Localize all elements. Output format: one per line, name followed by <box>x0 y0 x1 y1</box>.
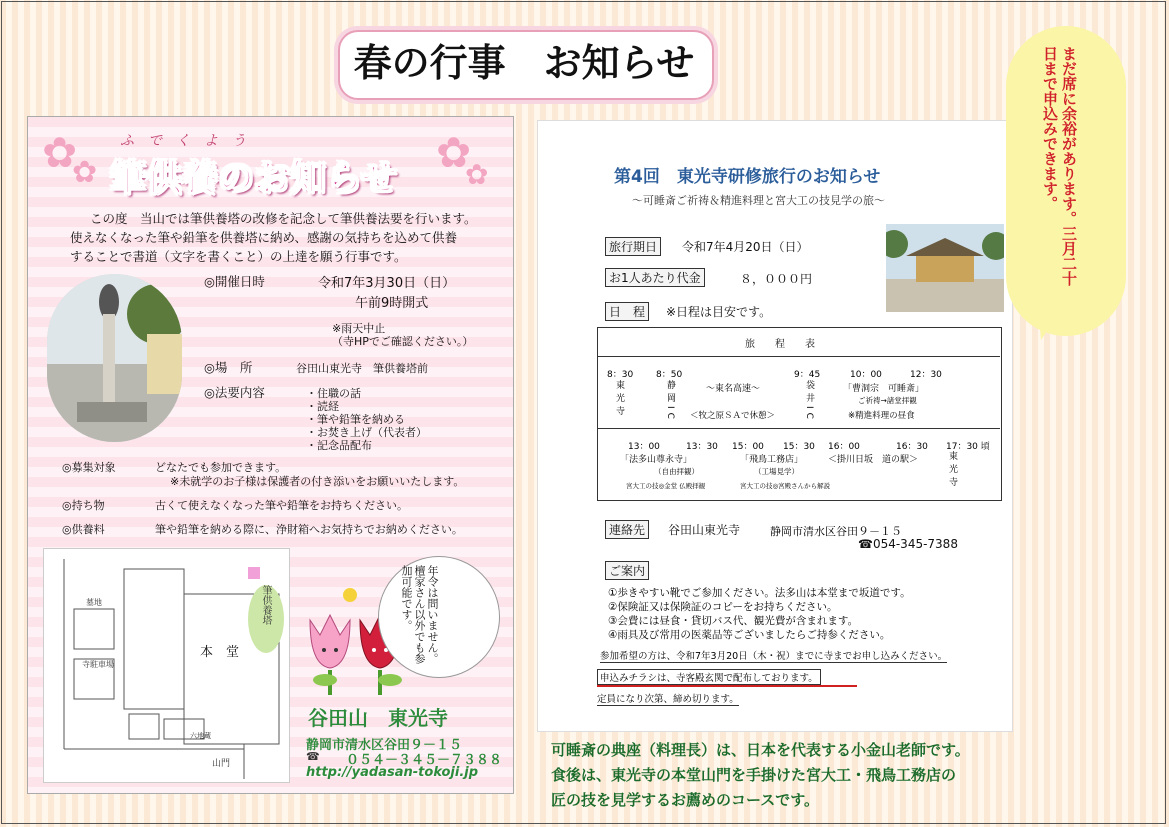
guide-item: ①歩きやすい靴でご参加ください。法多山は本堂まで坂道です。 <box>608 587 911 599</box>
apply-capacity: 定員になり次第、締め切ります。 <box>597 691 739 706</box>
guide-item: ④雨具及び常用の医薬品等ございましたらご持参ください。 <box>608 629 891 641</box>
place-label: ◎場 所 <box>204 360 253 375</box>
intro-line: この度 当山では筆供養塔の改修を記念して筆供養法要を行います。 <box>90 211 477 226</box>
place-cell: 東光寺 <box>614 380 624 419</box>
parking-label: 寺駐車場 <box>82 660 114 669</box>
apply-deadline: 参加希望の方は、令和7年3月20日（木・祝）までに寺までお申し込みください。 <box>600 648 947 663</box>
trip-date-label: 旅行期日 <box>605 237 661 256</box>
table-divider <box>597 356 1000 357</box>
entrance-label: 六地蔵 <box>190 732 211 740</box>
guide-label: ご案内 <box>605 561 649 580</box>
sakura-icon: ✿ <box>42 128 78 177</box>
trip-date-value: 令和7年4月20日（日） <box>682 240 809 254</box>
temple-address: 静岡市清水区谷田９－１５ <box>306 738 463 753</box>
note-cell: 宮大工の技◎金堂 仏殿拝観 <box>626 482 706 490</box>
grave-label: 墓地 <box>86 598 102 607</box>
gate-label: 山門 <box>212 759 231 769</box>
place-cell: 「曹洞宗 可睡斎」 <box>843 384 925 394</box>
place-cell: 静岡IC <box>665 380 675 423</box>
guide-item: ③会費には昼食・貸切バス代、観光費が含まれます。 <box>608 615 859 627</box>
rain-note: ※雨天中止 <box>332 322 386 335</box>
time-cell: 8：30 <box>607 370 634 380</box>
contact-address: 静岡市清水区谷田９－１５ <box>770 525 902 538</box>
place-cell: 「法多山尊永寺」 <box>620 455 693 465</box>
sakura-icon: ✿ <box>72 155 98 190</box>
program-item: ・読経 <box>306 400 339 413</box>
time-cell: 9：45 <box>794 370 821 380</box>
fee-label: ◎供養料 <box>62 523 105 536</box>
place-cell: ＜掛川日坂 道の駅＞ <box>828 455 919 465</box>
phone-icon: ☎ <box>306 750 320 763</box>
program-item: ・筆や鉛筆を納める <box>306 413 405 426</box>
time-cell: 15：00 <box>732 442 764 452</box>
time-cell: 16：00 <box>828 442 860 452</box>
table-title: 旅 程 表 <box>745 339 815 350</box>
program-item: ・住職の話 <box>306 387 361 400</box>
place-cell: ～東名高速～ <box>706 384 761 394</box>
time-cell: 13：00 <box>628 442 660 452</box>
bubble-text: 年令は問いません。檀家さん以外でも参加可能です。 <box>400 565 439 664</box>
bubble-text: まだ席に余裕があります。三月二十日まで申込みできます。 <box>1041 46 1078 286</box>
time-cell: 10：00 <box>850 370 882 380</box>
bring-value: 古くて使えなくなった筆や鉛筆をお持ちください。 <box>155 499 408 512</box>
time-cell: 13：30 <box>686 442 718 452</box>
time-value: 午前9時開式 <box>355 296 429 311</box>
sakura-icon: ✿ <box>436 128 472 177</box>
trip-subtitle: ～可睡斎ご祈祷＆精進料理と宮大工の技見学の旅～ <box>632 194 885 207</box>
bring-label: ◎持ち物 <box>62 499 105 512</box>
place-cell: 「飛鳥工務店」 <box>740 455 804 465</box>
note-cell: ＜牧之原ＳＡで休憩＞ <box>690 411 776 421</box>
place-cell: 袋井IC <box>804 380 814 423</box>
time-cell: 15：30 <box>783 442 815 452</box>
time-cell: 17：30 頃 <box>946 442 990 452</box>
temple-map <box>43 548 290 783</box>
schedule-label: 日 程 <box>605 302 649 321</box>
date-value: 令和7年3月30日（日） <box>318 276 456 291</box>
flyer-title: 筆供養のお知らせ <box>110 158 397 199</box>
contact-name: 谷田山東光寺 <box>668 523 741 537</box>
contact-label: 連絡先 <box>605 520 649 539</box>
red-underline <box>597 685 857 687</box>
program-label: ◎法要内容 <box>204 385 265 400</box>
recruit-value: どなたでも参加できます。 <box>155 461 287 474</box>
temple-name: 谷田山 東光寺 <box>308 706 448 730</box>
program-item: ・記念品配布 <box>306 439 372 452</box>
furigana: ふでくよう <box>120 133 260 149</box>
recruit-label: ◎募集対象 <box>62 461 116 474</box>
trip-title: 第4回 東光寺研修旅行のお知らせ <box>614 167 881 187</box>
age-bubble <box>378 556 500 678</box>
apply-flyer: 申込みチラシは、寺客殿玄関で配布しております。 <box>597 669 821 685</box>
temple-url[interactable]: http://yadasan-tokoji.jp <box>306 765 479 780</box>
note-cell: （工場見学） <box>754 467 799 476</box>
main-hall-label: 本 堂 <box>200 645 240 660</box>
place-cell: 東光寺 <box>947 451 957 490</box>
time-cell: 16：30 <box>896 442 928 452</box>
contact-phone: ☎054-345-7388 <box>858 537 958 551</box>
sakura-icon: ✿ <box>465 158 489 191</box>
page-title: 春の行事 お知らせ <box>353 41 695 85</box>
program-item: ・お焚き上げ（代表者） <box>306 426 427 439</box>
recruit-note: ※未就学のお子様は保護者の付き添いをお願いいたします。 <box>170 475 465 488</box>
table-divider <box>597 428 1000 429</box>
intro-line: することで書道（文字を書くこと）の上達を願う行事です。 <box>70 249 407 264</box>
fee-value: 筆や鉛筆を納める際に、浄財箱へお気持ちでお納めください。 <box>155 523 463 536</box>
note-cell: （自由拝観） <box>654 467 699 476</box>
time-cell: 12：30 <box>910 370 942 380</box>
schedule-note: ※日程は目安です。 <box>666 305 772 319</box>
price-label: お1人あたり代金 <box>605 268 705 287</box>
date-label: ◎開催日時 <box>204 274 265 289</box>
temple-phone: ０５４－３４５－７３８８ <box>346 753 503 768</box>
note-cell: ご祈祷→諸堂拝観 <box>858 396 917 405</box>
rain-note: （寺HPでご確認ください。） <box>332 335 474 348</box>
note-cell: ※精進料理の昼食 <box>848 411 915 421</box>
intro-line: 使えなくなった筆や鉛筆を供養塔に納め、感謝の気持ちを込めて供養 <box>70 230 458 245</box>
place-value: 谷田山東光寺 筆供養塔前 <box>296 362 428 375</box>
price-value: ８，０００円 <box>740 272 813 286</box>
monument-photo <box>47 274 182 442</box>
note-cell: 宮大工の技◎宮殿さんから解説 <box>740 482 831 490</box>
tower-label: 筆供養塔 <box>260 585 271 625</box>
footer-text: 可睡斎の典座（料理長）は、日本を代表する小金山老師です。 食後は、東光寺の本堂山門を手掛けた宮大工・飛鳥工務店の 匠の技を見学するお薦めのコースです。 <box>551 741 970 809</box>
temple-photo <box>886 224 1004 312</box>
time-cell: 8：50 <box>656 370 683 380</box>
guide-item: ②保険証又は保険証のコピーをお持ちください。 <box>608 601 838 613</box>
